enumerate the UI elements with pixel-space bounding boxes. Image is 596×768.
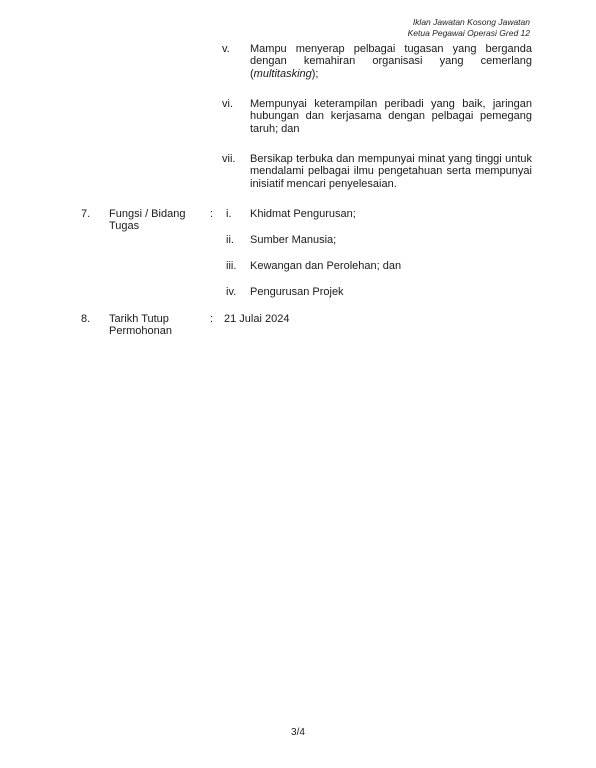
section-colon: : [210,313,214,325]
requirement-numeral: v. [222,43,230,55]
closing-date-value: 21 Julai 2024 [224,313,290,325]
duty-numeral: iv. [226,286,237,298]
duty-text: Pengurusan Projek [250,286,344,298]
document-header [408,17,530,39]
requirement-item-vii [222,153,532,190]
duty-text: Sumber Manusia; [250,234,337,246]
requirement-numeral: vii. [222,153,236,165]
duty-numeral: i. [226,208,232,220]
duty-numeral: ii. [226,234,234,246]
page-number: 3/4 [291,727,305,738]
duty-item [226,286,344,298]
header-line-1: Iklan Jawatan Kosong Jawatan [412,17,530,27]
section-number: 8. [81,313,91,325]
section-label-line: Fungsi / Bidang [109,208,186,220]
requirement-text [250,43,532,80]
section-label-tarikh [109,313,204,338]
duty-item [226,234,336,246]
duty-item [226,260,401,272]
requirement-numeral: vi. [222,98,233,110]
duty-text: Khidmat Pengurusan; [250,208,356,220]
requirement-text-part: Mampu menyerap pelbagai tugasan yang berganda dengan kemahiran organisasi yang cemerlang ( [250,43,532,80]
requirement-text: Mempunyai keterampilan peribadi yang baik, jaringan hubungan dan kerjasama dengan pelbagai pemegang taruh; dan [250,98,532,135]
section-label-line: Tugas [109,220,140,233]
requirement-text-part: ); [311,67,319,80]
section-label-line: Permohonan [109,325,172,338]
section-number: 7. [81,208,91,220]
section-label-line: Tarikh Tutup [109,313,169,325]
duty-text: Kewangan dan Perolehan; dan [250,260,402,272]
header-line-2: Ketua Pegawai Operasi Gred 12 [407,28,530,38]
section-colon: : [210,208,214,220]
duty-numeral: iii. [226,260,237,272]
requirement-text: Bersikap terbuka dan mempunyai minat yang tinggi untuk mendalami pelbagai ilmu pengetahuan serta mempunyai inisiatif mencari penyelesaian. [250,153,532,190]
requirement-item-vi [222,98,532,135]
duty-item [226,208,356,220]
requirement-italic-term: multitasking [253,67,312,80]
section-label-fungsi [109,208,204,233]
requirement-item-v [222,43,532,80]
